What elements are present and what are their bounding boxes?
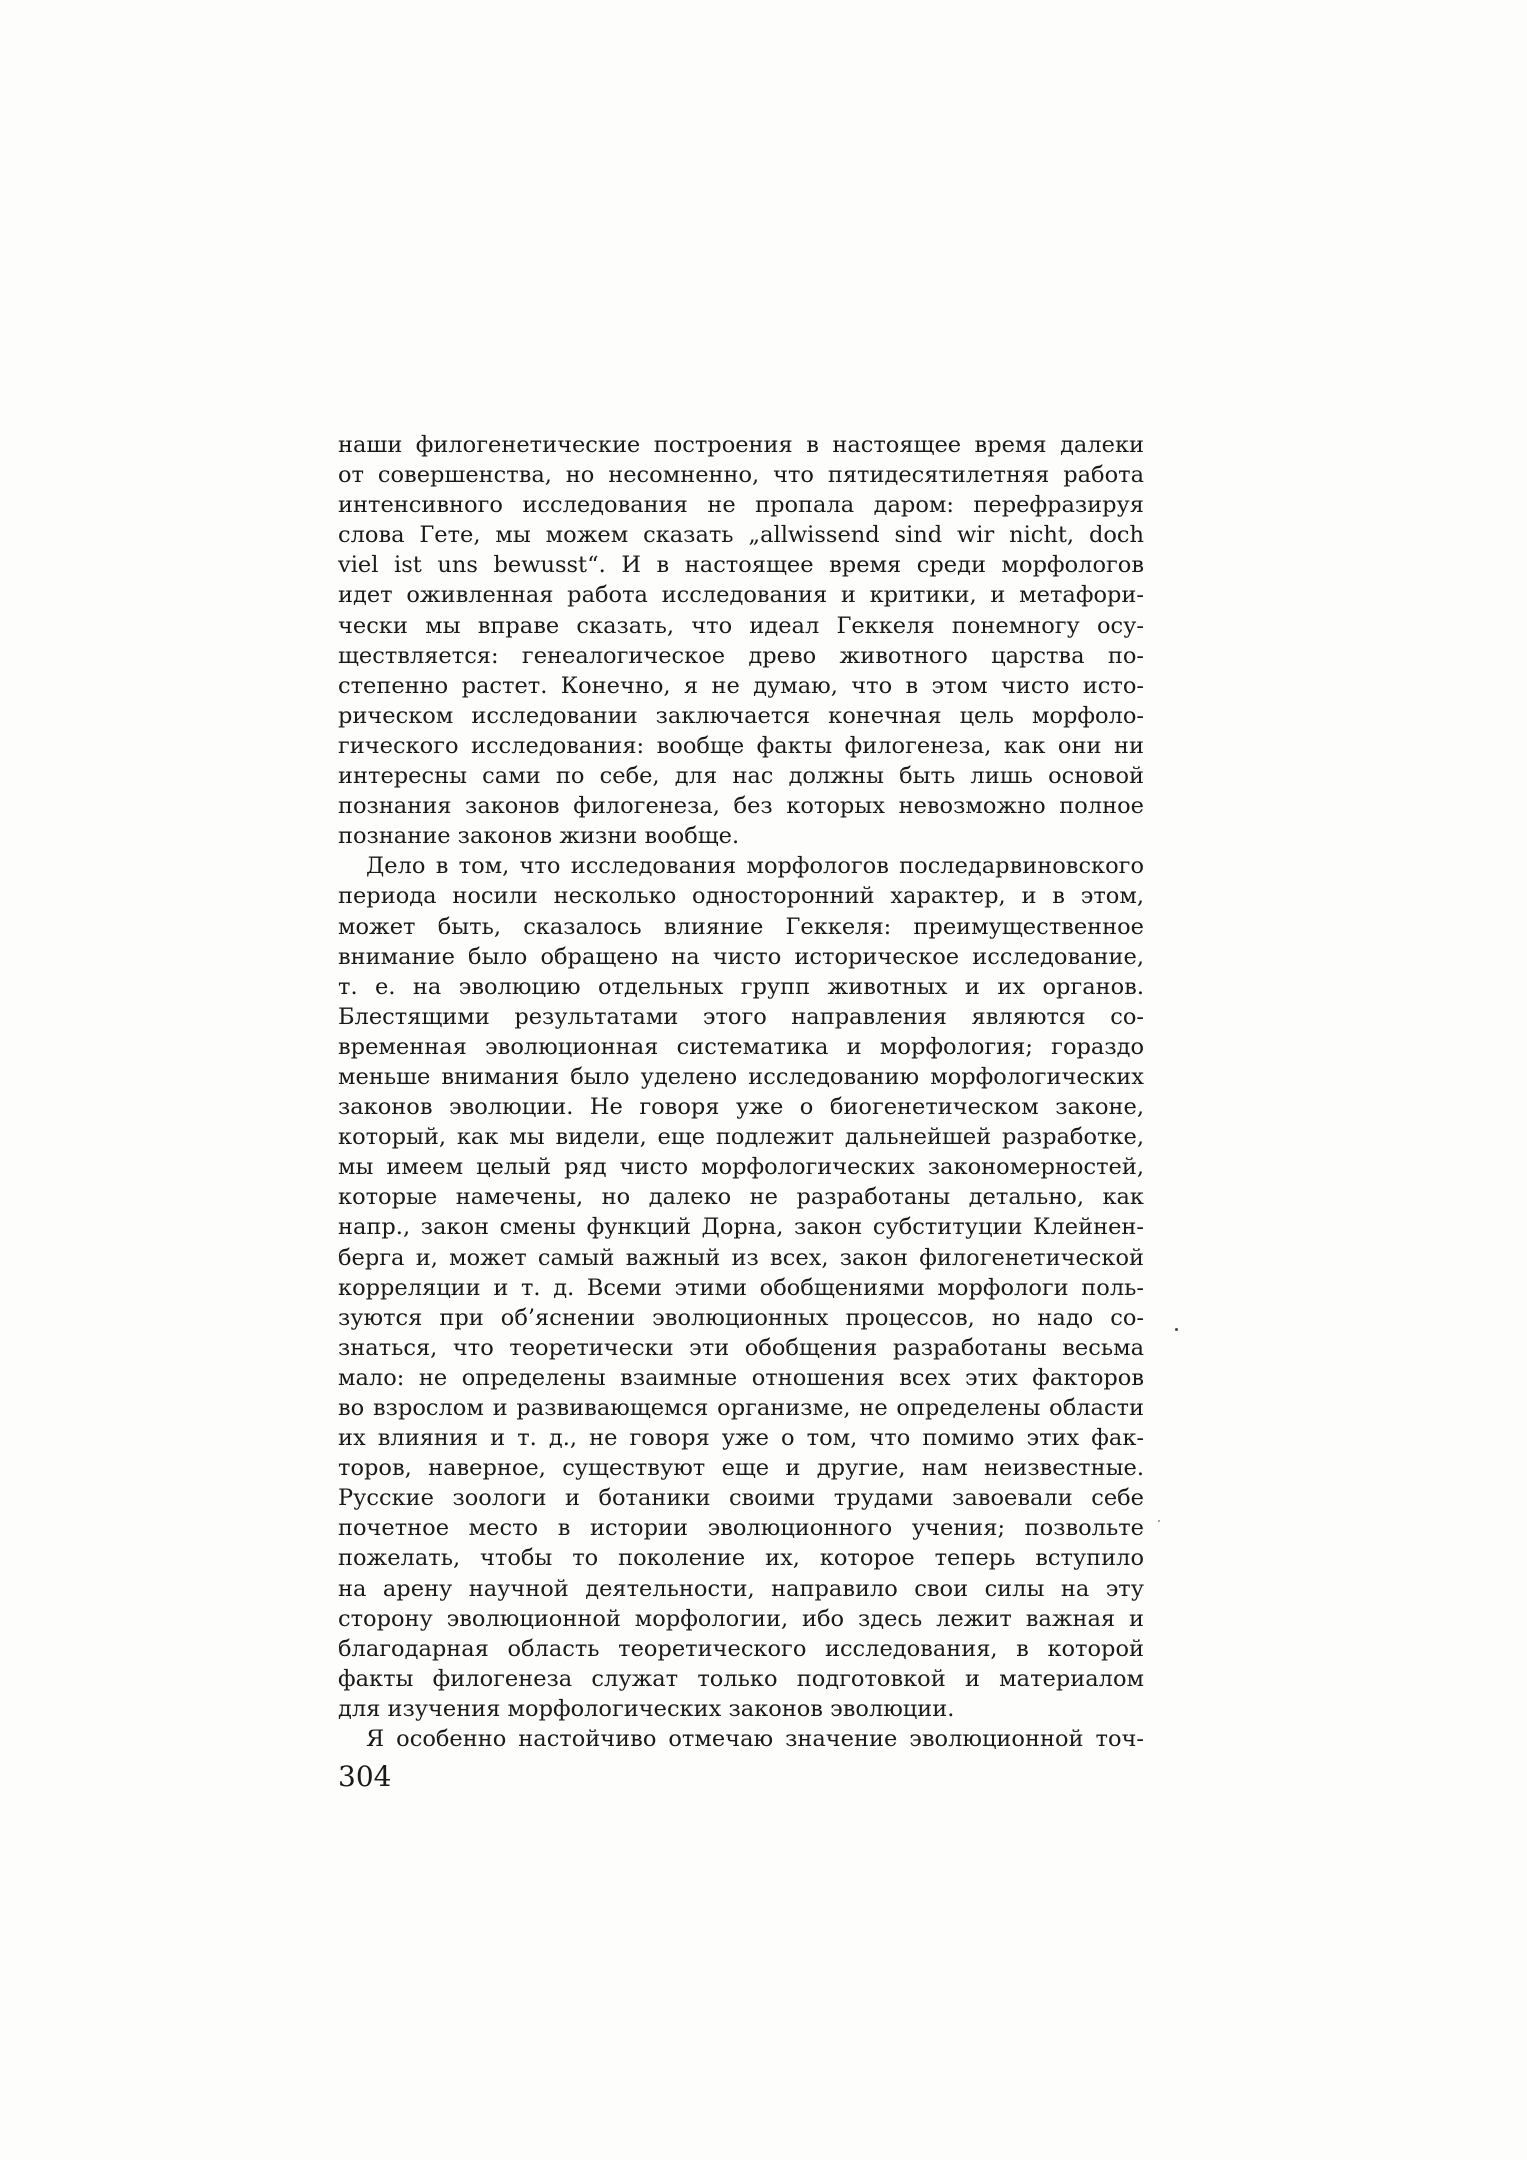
text-line: чески мы вправе сказать, что идеал Геккеля понемногу осу- xyxy=(338,612,1144,639)
text-line: почетное место в истории эволюционного учения; позвольте xyxy=(338,1515,1144,1542)
text-line: Блестящими результатами этого направления являются со- xyxy=(338,1003,1144,1030)
text-line: во взрослом и развивающемся организме, не определены области xyxy=(338,1395,1144,1421)
text-line: познание законов жизни вообще. xyxy=(338,823,740,850)
text-line: Дело в том, что исследования морфологов последарвиновского xyxy=(366,853,1144,880)
text-line: пожелать, чтобы то поколение их, которое теперь вступило xyxy=(338,1545,1144,1572)
text-line: мы имеем целый ряд чисто морфологических закономерностей, xyxy=(338,1154,1144,1181)
text-line: который, как мы видели, еще подлежит дальнейшей разработке, xyxy=(338,1124,1144,1151)
text-line: периода носили несколько односторонний характер, и в этом, xyxy=(338,883,1144,910)
text-line: корреляции и т. д. Всеми этими обобщениями морфологи поль- xyxy=(338,1274,1144,1301)
text-line: зуются при об’яснении эволюционных процессов, но надо со- xyxy=(338,1304,1144,1331)
text-line: идет оживленная работа исследования и критики, и метафори- xyxy=(338,582,1144,609)
text-line: сторону эволюционной морфологии, ибо здесь лежит важная и xyxy=(338,1605,1144,1632)
text-line: которые намечены, но далеко не разработаны детально, как xyxy=(338,1184,1144,1211)
text-line: Я особенно настойчиво отмечаю значение эволюционной точ- xyxy=(366,1726,1144,1753)
text-line: наши филогенетические построения в настоящее время далеки xyxy=(338,432,1144,458)
text-line: viel ist uns bewusst“. И в настоящее время среди морфологов xyxy=(338,552,1144,579)
text-line: знаться, что теоретически эти обобщения разработаны весьма xyxy=(338,1334,1144,1361)
scan-speck xyxy=(1175,1328,1178,1331)
text-line: ществляется: генеалогическое древо животного царства по- xyxy=(338,642,1144,669)
scan-speck xyxy=(1158,1520,1160,1522)
text-line: внимание было обращено на чисто историческое исследование, xyxy=(338,943,1144,970)
text-line: торов, наверное, существуют еще и другие, нам неизвестные. xyxy=(338,1455,1144,1482)
text-line: слова Гете, мы можем сказать „allwissend sind wir nicht, doch xyxy=(338,522,1144,549)
text-line: интенсивного исследования не пропала даром: перефразируя xyxy=(338,492,1144,519)
text-line: т. е. на эволюцию отдельных групп животных и их органов. xyxy=(338,973,1144,1000)
text-line: Русские зоологи и ботаники своими трудами завоевали себе xyxy=(338,1485,1144,1512)
text-line: степенно растет. Конечно, я не думаю, что в этом чисто исто- xyxy=(338,672,1144,699)
text-line: благодарная область теоретического исследования, в которой xyxy=(338,1635,1144,1662)
text-line: напр., закон смены функций Дорна, закон субституции Клейнен- xyxy=(338,1214,1144,1241)
text-line: меньше внимания было уделено исследованию морфологических xyxy=(338,1063,1144,1090)
text-line: от совершенства, но несомненно, что пятидесятилетняя работа xyxy=(338,462,1144,489)
text-line: на арену научной деятельности, направило свои силы на эту xyxy=(338,1575,1144,1602)
text-line: берга и, может самый важный из всех, закон филогенетической xyxy=(338,1244,1144,1271)
text-line: познания законов филогенеза, без которых невозможно полное xyxy=(338,793,1144,820)
body-text xyxy=(338,430,1144,1754)
text-line: временная эволюционная систематика и морфология; гораздо xyxy=(338,1033,1144,1060)
text-line: рическом исследовании заключается конечная цель морфоло- xyxy=(338,702,1144,729)
text-line: законов эволюции. Не говоря уже о биогенетическом законе, xyxy=(338,1094,1144,1121)
page-number: 304 xyxy=(338,1760,392,1793)
text-line: факты филогенеза служат только подготовкой и материалом xyxy=(338,1665,1144,1692)
text-line: гического исследования: вообще факты филогенеза, как они ни xyxy=(338,732,1144,759)
text-line: интересны сами по себе, для нас должны быть лишь основой xyxy=(338,763,1144,790)
text-line: их влияния и т. д., не говоря уже о том, что помимо этих фак- xyxy=(338,1425,1144,1452)
text-line: может быть, сказалось влияние Геккеля: преимущественное xyxy=(338,913,1144,940)
text-line: мало: не определены взаимные отношения всех этих факторов xyxy=(338,1364,1144,1391)
text-line: для изучения морфологических законов эволюции. xyxy=(338,1695,955,1722)
